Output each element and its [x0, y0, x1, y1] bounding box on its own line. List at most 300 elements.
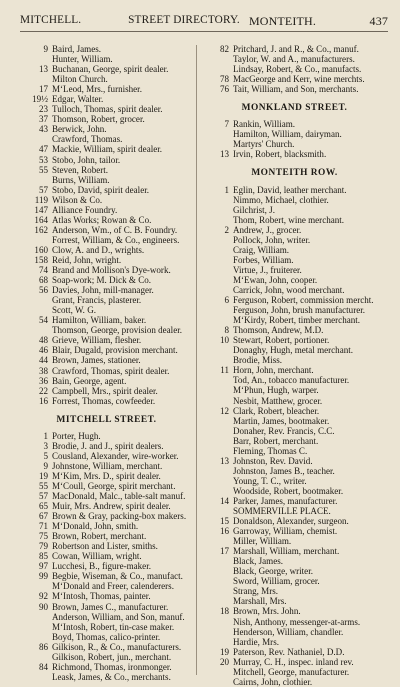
entry-text: Donaher, Rev. Francis, C.C. — [233, 425, 335, 436]
directory-entry — [20, 471, 193, 481]
entry-text: Virtue, J., fruiterer. — [233, 264, 302, 275]
house-number: 90 — [38, 601, 48, 612]
house-number: 147 — [34, 204, 48, 215]
entry-text: Black, George, writer. — [233, 566, 313, 577]
house-number: 15 — [219, 516, 229, 527]
directory-entry — [201, 476, 388, 486]
house-number: 47 — [38, 144, 48, 155]
entry-text: Cousland, Alexander, wire-worker. — [52, 450, 179, 461]
house-number: 7 — [224, 119, 229, 130]
house-number: 3 — [43, 440, 48, 451]
entry-text: M‘Leod, Mrs., furnisher. — [52, 84, 142, 95]
directory-entry — [201, 345, 388, 355]
entry-text: Grieve, William, flesher. — [52, 335, 142, 346]
entry-text: Reid, John, wright. — [52, 254, 122, 265]
entry-text: Richmond, Thomas, ironmonger. — [52, 661, 172, 672]
house-number: 86 — [38, 641, 48, 652]
entry-text: Thom, Robert, wine merchant. — [233, 214, 345, 225]
entry-text: Steven, Robert. — [52, 164, 109, 175]
entry-text: Gilchrist, J. — [233, 204, 275, 215]
directory-entry — [20, 185, 193, 195]
entry-text: Brown, James, stationer. — [52, 355, 141, 366]
header-rule — [20, 31, 388, 32]
house-number: 10 — [219, 335, 229, 346]
entry-text: Pritchard, J. and R., & Co., manuf. — [233, 44, 359, 54]
entry-text: Gilkison, R., & Co., manufacturers. — [52, 641, 182, 652]
entry-text: Andrew, J., grocer. — [233, 224, 302, 235]
house-number: 53 — [38, 154, 48, 165]
directory-entry — [20, 622, 193, 632]
entry-text: Marshall, Mrs. — [233, 596, 287, 607]
directory-entry — [20, 612, 193, 622]
house-number: 74 — [38, 265, 48, 276]
directory-entry — [201, 586, 388, 596]
entry-text: Begbie, Wiseman, & Co., manufact. — [52, 571, 183, 582]
house-number: 54 — [38, 315, 48, 326]
entry-text: Buchanan, George, spirit dealer. — [52, 64, 169, 75]
house-number: 82 — [219, 44, 229, 54]
entry-text: Burns, William. — [52, 174, 110, 185]
house-number: 84 — [38, 661, 48, 672]
house-number: 6 — [224, 295, 229, 306]
house-number: 160 — [34, 244, 48, 255]
entry-text: Grant, Francis, plasterer. — [52, 295, 142, 306]
street-heading-monteith-row: MONTEITH ROW. — [251, 168, 338, 179]
directory-entry — [201, 325, 388, 335]
entry-text: Tulloch, Thomas, spirit dealer. — [52, 104, 163, 115]
entry-text: Tait, William, and Son, merchants. — [233, 84, 359, 95]
entry-text: Scott, W. G. — [52, 305, 96, 316]
directory-entry — [20, 165, 193, 175]
entry-text: Campbell, Mrs., spirit dealer. — [52, 385, 158, 396]
house-number: 13 — [219, 149, 229, 160]
directory-entry — [201, 506, 388, 516]
directory-entry — [201, 355, 388, 365]
entry-text: Ferguson, Robert, commission mercht. — [233, 295, 374, 306]
directory-entry — [20, 74, 193, 84]
directory-entry — [201, 265, 388, 275]
page-number: 437 — [369, 14, 388, 28]
directory-entry — [20, 376, 193, 386]
directory-entry — [201, 576, 388, 586]
entry-text: Henderson, William, chandler. — [233, 626, 344, 637]
entry-text: Marshall, William, merchant. — [233, 546, 340, 557]
directory-entry — [20, 591, 193, 601]
house-number: 37 — [38, 114, 48, 125]
house-number: 36 — [38, 375, 48, 386]
entry-text: Berwick, John. — [52, 124, 107, 135]
entry-text: Thomson, Robert, grocer. — [52, 114, 145, 125]
entry-text: SOMMERVILLE PLACE. — [233, 506, 331, 517]
entry-text: Brown, Robert, merchant. — [52, 531, 147, 542]
directory-entry — [201, 44, 388, 54]
entry-text: Thomson, George, provision dealer. — [52, 325, 182, 336]
right-column — [201, 44, 388, 687]
entry-text: M‘Phun, Hugh, warper. — [233, 385, 319, 396]
entry-text: Johnstone, William, merchant. — [52, 460, 163, 471]
directory-entry — [201, 526, 388, 536]
entry-text: Barr, Robert, merchant. — [233, 435, 319, 446]
house-number: 8 — [224, 325, 229, 336]
directory-entry — [20, 561, 193, 571]
column-divider — [196, 45, 197, 675]
house-number: 97 — [38, 561, 48, 572]
directory-entry — [20, 44, 193, 54]
directory-entry — [201, 486, 388, 496]
house-number: 68 — [38, 275, 48, 286]
directory-entry — [201, 74, 388, 84]
house-number: 78 — [219, 74, 229, 85]
entry-text: Lindsay, Robert, & Co., manufacts. — [233, 64, 362, 75]
entry-text: Ferguson, John, brush manufacturer. — [233, 305, 365, 316]
directory-entry — [20, 255, 193, 265]
directory-entry — [201, 416, 388, 426]
directory-entry — [20, 245, 193, 255]
directory-entry — [201, 255, 388, 265]
directory-entry — [201, 546, 388, 556]
directory-entry — [201, 275, 388, 285]
directory-entry — [20, 144, 193, 154]
monkland-street-entries — [201, 119, 388, 159]
entry-text: Brodie, Miss. — [233, 355, 283, 366]
left-column — [20, 44, 193, 682]
entry-text: Mackie, William, spirit dealer. — [52, 144, 163, 155]
entry-text: Brodie, J. and J., spirit dealers. — [52, 440, 164, 451]
entry-text: Paterson, Rev. Nathaniel, D.D. — [233, 646, 345, 657]
street-heading-monkland: MONKLAND STREET. — [241, 103, 348, 114]
directory-entry — [20, 195, 193, 205]
directory-entry — [20, 491, 193, 501]
directory-entry — [201, 149, 388, 159]
house-number: 19 — [38, 470, 48, 481]
entry-text: Nesbit, Matthew, grocer. — [233, 395, 323, 406]
entry-text: Miller, William. — [233, 536, 292, 547]
entry-text: Young, T. C., writer. — [233, 475, 307, 486]
directory-entry — [201, 667, 388, 677]
directory-entry — [201, 396, 388, 406]
house-number: 46 — [38, 345, 48, 356]
directory-entry — [201, 657, 388, 667]
directory-entry — [20, 396, 193, 406]
entry-text: Brown, Mrs. John. — [233, 606, 301, 617]
street-heading-mitchell: MITCHELL STREET. — [56, 414, 157, 425]
directory-entry — [201, 129, 388, 139]
house-number: 57 — [38, 184, 48, 195]
entry-text: Hamilton, William, dairyman. — [233, 129, 342, 140]
directory-entry — [20, 386, 193, 396]
entry-text: Stewart, Robert, portioner. — [233, 335, 330, 346]
directory-entry — [20, 652, 193, 662]
directory-entry — [201, 536, 388, 546]
house-number: 23 — [38, 104, 48, 115]
entry-text: M‘Coull, George, spirit merchant. — [52, 480, 176, 491]
entry-text: Wilson & Co. — [52, 194, 103, 205]
monteith-row-entries — [201, 185, 388, 687]
directory-entry — [201, 677, 388, 687]
house-number: 158 — [34, 254, 48, 265]
right-entries — [201, 44, 388, 94]
directory-entry — [201, 375, 388, 385]
directory-entry — [201, 235, 388, 245]
directory-entry — [20, 285, 193, 295]
entry-text: Gilkison, Robert, jun., merchant. — [52, 651, 172, 662]
directory-entry — [201, 295, 388, 305]
entry-text: Clark, Robert, bleacher. — [233, 405, 320, 416]
directory-entry — [20, 541, 193, 551]
house-number: 19½ — [32, 94, 48, 105]
entry-text: Thomson, Andrew, M.D. — [233, 325, 324, 336]
house-number: 13 — [219, 455, 229, 466]
entry-text: Fleming, Thomas C. — [233, 445, 308, 456]
header-title: STREET DIRECTORY. — [128, 14, 240, 26]
house-number: 17 — [38, 84, 48, 95]
entry-text: Robertson and Lister, smiths. — [52, 541, 158, 552]
entry-text: M‘Intosh, Robert, tin-case maker. — [52, 621, 175, 632]
entry-text: Milton Church. — [52, 74, 108, 85]
house-number: 20 — [219, 656, 229, 667]
directory-entry — [20, 571, 193, 581]
entry-text: M‘Kim, Mrs. D., spirit dealer. — [52, 470, 161, 481]
house-number: 55 — [38, 480, 48, 491]
entry-text: Rankin, William. — [233, 119, 296, 130]
mitchell-street-entries — [20, 431, 193, 682]
entry-text: Murray, C. H., inspec. inland rev. — [233, 656, 354, 667]
directory-entry — [201, 466, 388, 476]
house-number: 162 — [34, 224, 48, 235]
entry-text: MacGeorge and Kerr, wine merchts. — [233, 74, 365, 85]
entry-text: Stobo, John, tailor. — [52, 154, 121, 165]
entry-text: Johnston, Rev. David. — [233, 455, 313, 466]
directory-entry — [201, 335, 388, 345]
header-left-street: MITCHELL. — [20, 14, 82, 26]
directory-entry — [20, 672, 193, 682]
directory-entry — [201, 54, 388, 64]
directory-entry — [201, 436, 388, 446]
header-right — [249, 14, 388, 29]
entry-text: Woodside, Robert, bootmaker. — [233, 485, 344, 496]
directory-entry — [20, 205, 193, 215]
entry-text: Bain, George, agent. — [52, 375, 127, 386]
entry-text: Sword, William, grocer. — [233, 576, 320, 587]
entry-text: Mitchell, George, manufacturer. — [233, 666, 350, 677]
directory-entry — [20, 64, 193, 74]
directory-entry — [20, 461, 193, 471]
entry-text: Cowan, William, wright. — [52, 551, 142, 562]
house-number: 44 — [38, 355, 48, 366]
entry-text: Hunter, William. — [52, 54, 113, 65]
directory-entry — [201, 496, 388, 506]
directory-entry — [20, 175, 193, 185]
house-number: 99 — [38, 571, 48, 582]
entry-text: M‘Intosh, Thomas, painter. — [52, 591, 151, 602]
entry-text: Nimmo, Michael, clothier. — [233, 194, 329, 205]
directory-entry — [20, 215, 193, 225]
directory-entry — [201, 285, 388, 295]
entry-text: Forrest, Thomas, cowfeeder. — [52, 395, 156, 406]
directory-entry — [201, 205, 388, 215]
directory-entry — [201, 606, 388, 616]
directory-entry — [201, 185, 388, 195]
entry-text: Hardie, Mrs. — [233, 636, 279, 647]
house-number: 56 — [38, 285, 48, 296]
entry-text: Leask, James, & Co., merchants. — [52, 671, 171, 682]
house-number: 119 — [34, 194, 48, 205]
directory-entry — [20, 355, 193, 365]
house-number: 22 — [38, 385, 48, 396]
directory-entry — [20, 325, 193, 335]
entry-text: Anderson, William, and Son, manuf. — [52, 611, 185, 622]
entry-text: Parker, James, manufacturer. — [233, 495, 338, 506]
entry-text: Alliance Foundry. — [52, 204, 118, 215]
running-header — [20, 14, 388, 30]
house-number: 71 — [38, 521, 48, 532]
directory-entry — [20, 265, 193, 275]
directory-entry — [201, 84, 388, 94]
directory-entry — [20, 551, 193, 561]
directory-entry — [20, 431, 193, 441]
house-number: 9 — [43, 460, 48, 471]
house-number: 76 — [219, 84, 229, 95]
directory-entry — [201, 566, 388, 576]
directory-entry — [20, 295, 193, 305]
house-number: 67 — [38, 511, 48, 522]
entry-text: Forbes, William. — [233, 254, 294, 265]
directory-entry — [20, 501, 193, 511]
entry-text: Donaghy, Hugh, metal merchant. — [233, 345, 354, 356]
directory-entry — [201, 596, 388, 606]
directory-entry — [201, 225, 388, 235]
entry-text: Strang, Mrs. — [233, 586, 278, 597]
directory-entry — [201, 195, 388, 205]
house-number: 85 — [38, 551, 48, 562]
entry-text: Johnston, James B., teacher. — [233, 465, 335, 476]
directory-entry — [20, 451, 193, 461]
house-number: 38 — [38, 365, 48, 376]
entry-text: Forrest, William, & Co., engineers. — [52, 234, 180, 245]
directory-entry — [201, 305, 388, 315]
house-number: 9 — [43, 44, 48, 54]
entry-text: Garroway, William, chemist. — [233, 526, 338, 537]
directory-entry — [20, 642, 193, 652]
house-number: 5 — [43, 450, 48, 461]
entry-text: Boyd, Thomas, calico-printer. — [52, 631, 161, 642]
entry-text: Martin, James, bootmaker. — [233, 415, 330, 426]
entry-text: Tod, An., tobacco manufacturer. — [233, 375, 350, 386]
house-number: 1 — [224, 184, 229, 195]
house-number: 55 — [38, 164, 48, 175]
entry-text: Hamilton, William, baker. — [52, 315, 147, 326]
entry-text: Martyrs' Church. — [233, 139, 295, 150]
house-number: 79 — [38, 541, 48, 552]
directory-entry — [20, 84, 193, 94]
house-number: 65 — [38, 501, 48, 512]
directory-entry — [201, 365, 388, 375]
directory-entry — [201, 637, 388, 647]
house-number: 48 — [38, 335, 48, 346]
entry-text: M‘Kirdy, Robert, timber merchant. — [233, 315, 361, 326]
directory-entry — [201, 647, 388, 657]
directory-entry — [20, 315, 193, 325]
house-number: 75 — [38, 531, 48, 542]
directory-entry — [201, 456, 388, 466]
entry-text: Brand and Mollison's Dye-work. — [52, 265, 171, 276]
house-number: 12 — [219, 405, 229, 416]
entry-text: Anderson, Wm., of C. B. Foundry. — [52, 224, 178, 235]
directory-entry — [201, 119, 388, 129]
directory-entry — [20, 225, 193, 235]
entry-text: Eglin, David, leather merchant. — [233, 184, 347, 195]
house-number: 16 — [219, 526, 229, 537]
directory-entry — [20, 366, 193, 376]
entry-text: Muir, Mrs. Andrew, spirit dealer. — [52, 501, 171, 512]
entry-text: M‘Donald and Freer, calenderers. — [52, 581, 174, 592]
directory-entry — [20, 114, 193, 124]
entry-text: Clow, A. and D., wrights. — [52, 244, 145, 255]
directory-entry — [20, 441, 193, 451]
entry-text: Cairns, John, clothier. — [233, 676, 313, 687]
entry-text: Porter, Hugh. — [52, 430, 101, 441]
entry-text: Black, James. — [233, 556, 283, 567]
house-number: 14 — [219, 495, 229, 506]
entry-text: Atlas Works; Rowan & Co. — [52, 214, 152, 225]
entry-text: Irvin, Robert, blacksmith. — [233, 149, 327, 160]
house-number: 17 — [219, 546, 229, 557]
entry-text: Crawford, Thomas. — [52, 134, 123, 145]
house-number: 164 — [34, 214, 48, 225]
house-number: 13 — [38, 64, 48, 75]
entry-text: M‘Donald, John, smith. — [52, 521, 139, 532]
directory-entry — [20, 481, 193, 491]
entry-text: Taylor, W. and A., manufacturers. — [233, 54, 355, 65]
directory-entry — [201, 426, 388, 436]
header-right-street: MONTEITH. — [248, 14, 316, 28]
directory-entry — [20, 134, 193, 144]
house-number: 19 — [219, 646, 229, 657]
directory-entry — [20, 335, 193, 345]
entry-text: Stobo, David, spirit dealer. — [52, 184, 149, 195]
directory-entry — [20, 662, 193, 672]
entry-text: Blair, Dugald, provision merchant. — [52, 345, 178, 356]
directory-entry — [20, 155, 193, 165]
directory-entry — [20, 511, 193, 521]
entry-text: MacDonald, Malc., table-salt manuf. — [52, 491, 186, 502]
entry-text: Davies, John, mill-manager. — [52, 285, 154, 296]
entry-text: Pollock, John, writer. — [233, 234, 311, 245]
directory-entry — [201, 315, 388, 325]
directory-entry — [201, 556, 388, 566]
directory-entry — [20, 531, 193, 541]
directory-entry — [20, 581, 193, 591]
directory-entry — [201, 406, 388, 416]
left-entries — [20, 44, 193, 406]
entry-text: Nish, Anthony, messenger-at-arms. — [233, 616, 361, 627]
directory-entry — [201, 64, 388, 74]
directory-entry — [201, 139, 388, 149]
house-number: 18 — [219, 606, 229, 617]
entry-text: Soap-work; M. Dick & Co. — [52, 275, 152, 286]
house-number: 1 — [43, 430, 48, 441]
directory-entry — [20, 345, 193, 355]
house-number: 11 — [220, 365, 229, 376]
entry-text: Edgar, Walter. — [52, 94, 104, 105]
directory-entry — [201, 245, 388, 255]
house-number: 57 — [38, 491, 48, 502]
directory-entry — [20, 602, 193, 612]
entry-text: Horn, John, merchant. — [233, 365, 314, 376]
directory-entry — [20, 124, 193, 134]
directory-entry — [20, 235, 193, 245]
directory-entry — [20, 54, 193, 64]
